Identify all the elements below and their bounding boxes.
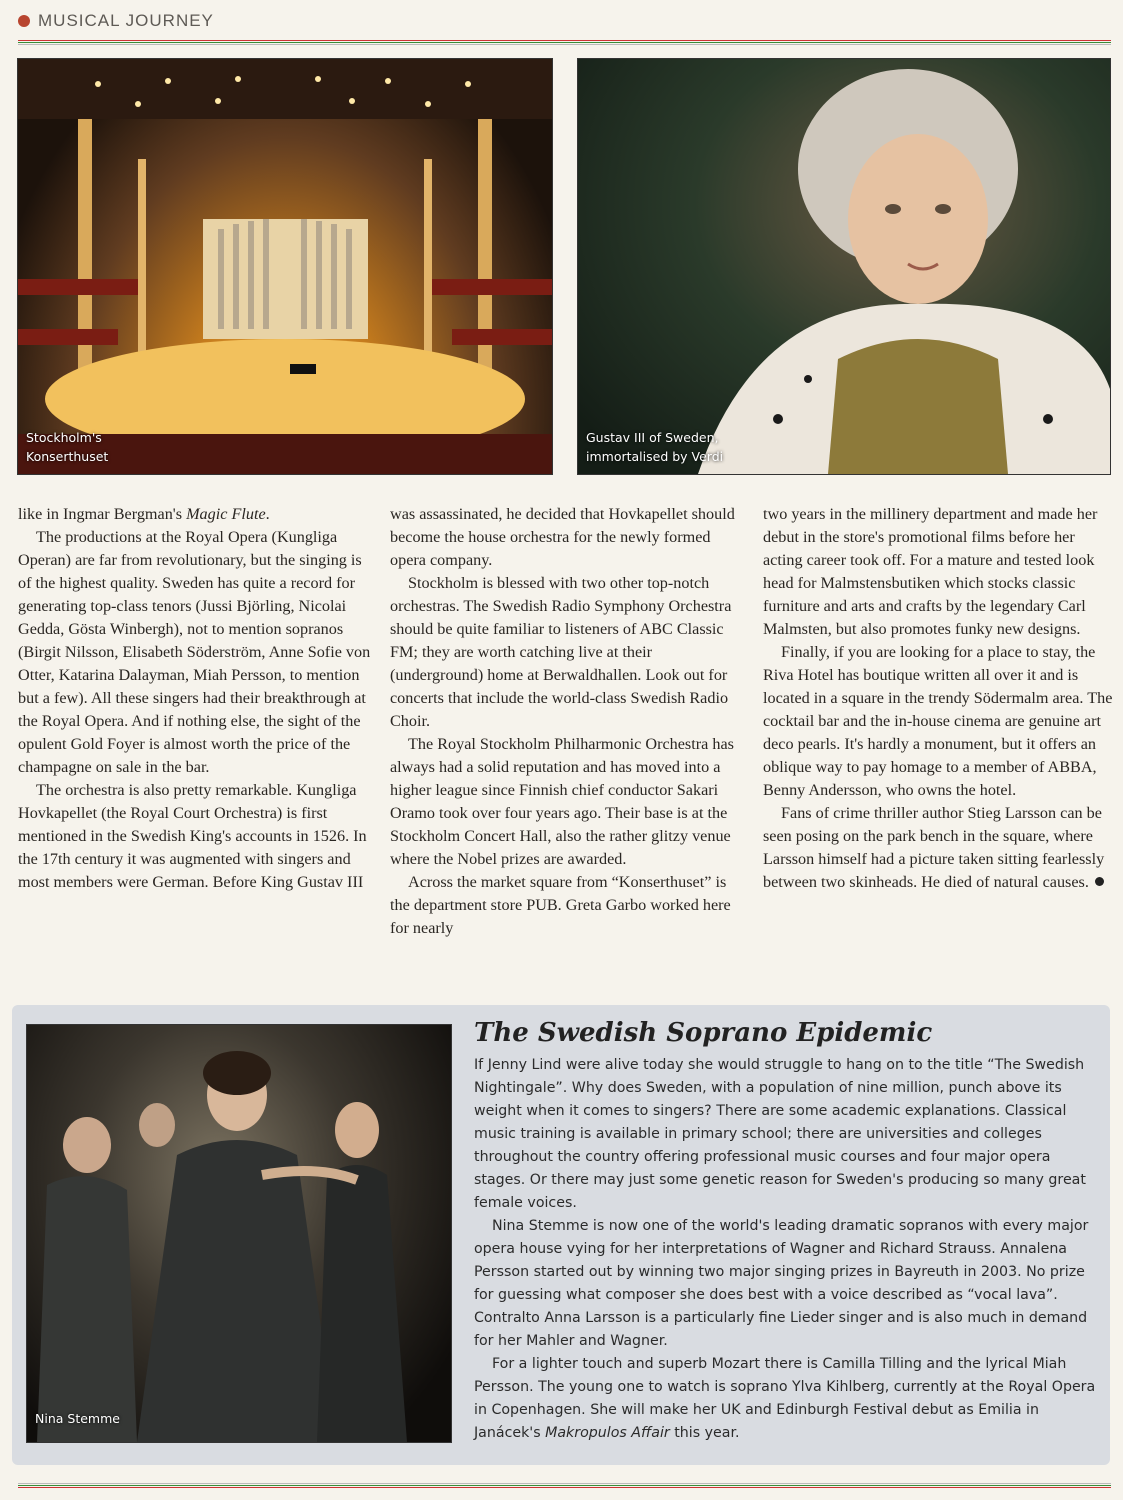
caption-konserthuset: Stockholm's Konserthuset — [26, 430, 109, 464]
section-label: MUSICAL JOURNEY — [38, 11, 214, 30]
photo-nina-stemme — [26, 1024, 452, 1443]
sidebar-paragraph: If Jenny Lind were alive today she would struggle to hang on to the title “The Swedish Nightingale”. Why does Sweden, with a population of nine million, punch above its weight when it comes to singers? There are some academic explanations. Classical music training is available in primary school; there are universities and colleges throughout the country offering professional music courses and four major opera stages. Or there may just some genetic reason for Sweden's producing so many great female voices. — [474, 1057, 1086, 1211]
footer-rule — [18, 1483, 1111, 1488]
article-paragraph: two years in the millinery department and made her debut in the store's promotional films before her acting career took off. For a mature and tested look head for Malmstensbutiken which stocks classic furniture and arts and crafts by the legendary Carl Malmsten, but also promotes funky new designs. — [763, 505, 1098, 638]
article-paragraph: like in Ingmar Bergman's Magic Flute. — [18, 505, 270, 523]
sidebar-paragraph: Nina Stemme is now one of the world's leading dramatic sopranos with every major opera house vying for her interpretations of Wagner and Richard Strauss. Annalena Persson started out by winning two major singing prizes in Bayreuth in 2003. No prize for guessing what composer she does best with a voice described as “vocal lava”. Contralto Anna Larsson is a particularly fine Lieder singer and is also much in demand for her Mahler and Wagner. — [474, 1218, 1089, 1349]
header-rule — [18, 40, 1111, 45]
photo-gustav-iii — [577, 58, 1111, 475]
sidebar-paragraph: For a lighter touch and superb Mozart there is Camilla Tilling and the lyrical Miah Persson. The young one to watch is soprano Ylva Kihlberg, currently at the Royal Opera in Copenhagen. She will make her UK and Edinburgh Festival debut as Emilia in Janácek's Makropulos Affair this year. — [474, 1356, 1096, 1441]
article-paragraph: The Royal Stockholm Philharmonic Orchestra has always had a solid reputation and has moved into a higher league since Finnish chief conductor Sakari Oramo took over four years ago. Their base is at the Stockholm Concert Hall, also the rather glitzy venue where the Nobel prizes are awarded. — [390, 735, 734, 868]
article-paragraph: The orchestra is also pretty remarkable. Kungliga Hovkapellet (the Royal Court Orchestra) is first mentioned in the Swedish King's accounts in 1526. In the 17th century it was augmented with singers and most members were German. Before King Gustav III — [18, 781, 367, 891]
article-paragraph: The productions at the Royal Opera (Kungliga Operan) are far from revolutionary, but the singing is of the highest quality. Sweden has quite a record for generating top-class tenors (Jussi Björling, Nicolai Gedda, Gösta Winbergh), not to mention sopranos (Birgit Nilsson, Elisabeth Söderström, Anne Sofie von Otter, Katarina Dalayman, Miah Persson, to mention but a few). All these singers had their breakthrough at the Royal Opera. And if nothing else, the sight of the opulent Gold Foyer is almost worth the price of the champagne on sale in the bar. — [18, 528, 371, 776]
article-column-2 — [390, 503, 745, 940]
article-column-3 — [763, 503, 1118, 894]
article-paragraph: was assassinated, he decided that Hovkapellet should become the house orchestra for the newly formed opera company. — [390, 505, 735, 569]
section-dot-icon — [18, 15, 30, 27]
article-paragraph: Fans of crime thriller author Stieg Larsson can be seen posing on the park bench in the square, where Larsson himself had a picture taken sitting fearlessly between two skinheads. He died of natural causes. — [763, 804, 1105, 891]
photo-konserthuset — [17, 58, 553, 475]
caption-nina-stemme: Nina Stemme — [35, 1411, 120, 1426]
end-of-article-icon — [1095, 877, 1104, 886]
article-paragraph: Finally, if you are looking for a place to stay, the Riva Hotel has boutique written all over it and is located in a square in the trendy Södermalm area. The cocktail bar and the in-house cinema are genuine art deco pearls. It's hardly a monument, but it offers an oblique way to pay homage to a member of ABBA, Benny Andersson, who owns the hotel. — [763, 643, 1113, 799]
section-header — [18, 8, 214, 34]
sidebar-text — [474, 1054, 1099, 1445]
article-column-1 — [18, 503, 373, 894]
sidebar-title: The Swedish Soprano Epidemic — [474, 1018, 933, 1048]
article-paragraph: Across the market square from “Konserthuset” is the department store PUB. Greta Garbo worked here for nearly — [390, 873, 731, 937]
caption-gustav-iii: Gustav III of Sweden, immortalised by Verdi — [586, 430, 724, 464]
article-paragraph: Stockholm is blessed with two other top-notch orchestras. The Swedish Radio Symphony Orchestra should be quite familiar to listeners of ABC Classic FM; they are worth catching live at their (underground) home at Berwaldhallen. Look out for concerts that include the world-class Swedish Radio Choir. — [390, 574, 732, 730]
